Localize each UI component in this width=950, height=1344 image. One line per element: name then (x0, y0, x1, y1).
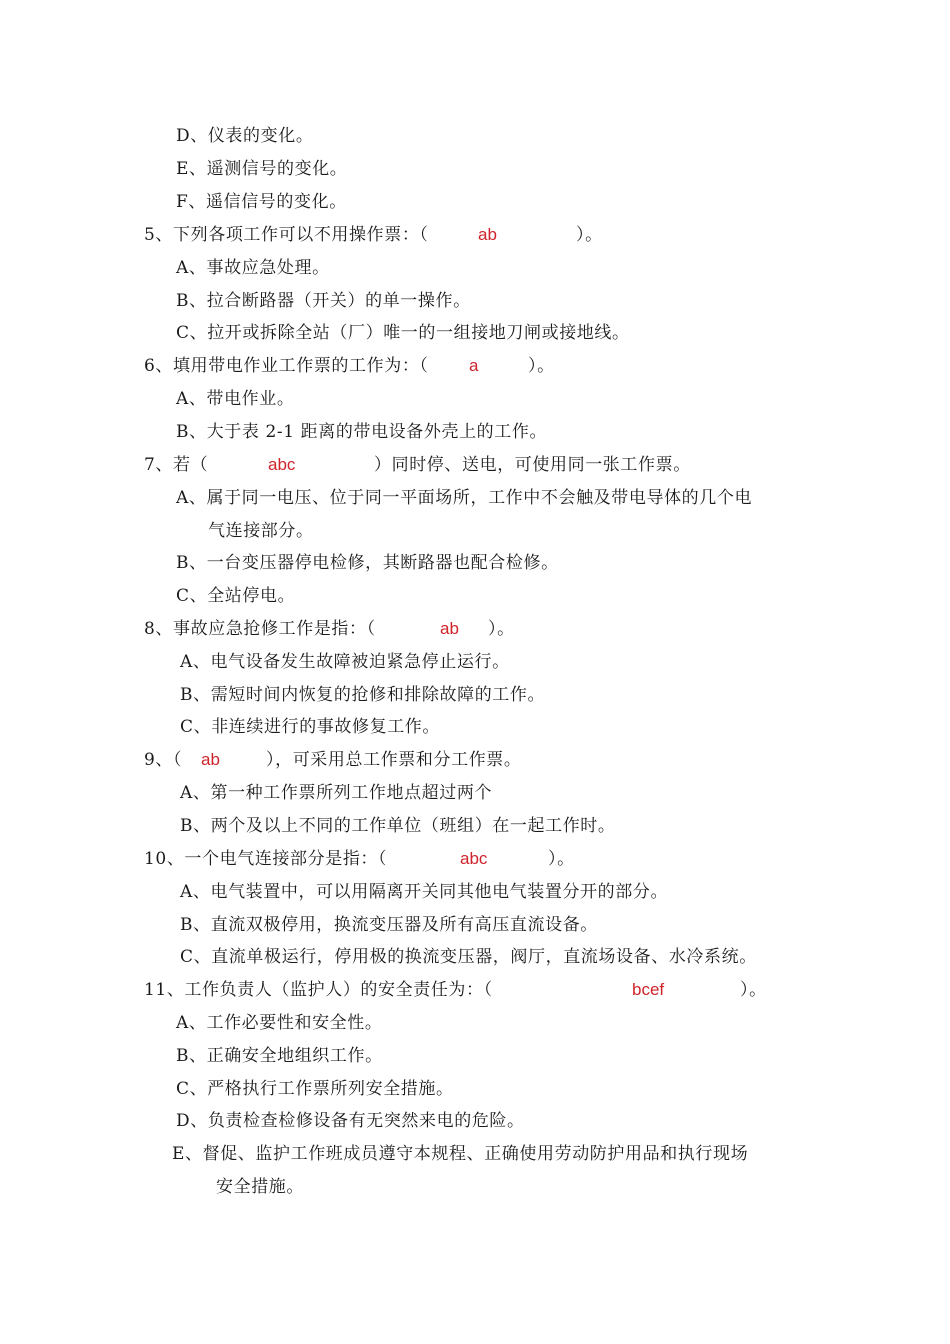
question-11-answer: bcef (632, 980, 665, 999)
question-10-answer: abc (460, 849, 488, 868)
question-5-answer: ab (478, 225, 497, 244)
question-5-text: 5、下列各项工作可以不用操作票：（ (144, 225, 429, 245)
question-11-option-e-cont: 安全措施。 (216, 1177, 304, 1197)
question-10-option-a: A、电气装置中，可以用隔离开关同其他电气装置分开的部分。 (180, 882, 669, 902)
question-5-option-a: A、事故应急处理。 (176, 258, 330, 278)
question-11-option-d: D、负责检查检修设备有无突然来电的危险。 (176, 1111, 525, 1131)
question-5-close: ）。 (576, 225, 603, 245)
option-e-text: E、遥测信号的变化。 (176, 159, 348, 179)
question-9-rest: ），可采用总工作票和分工作票。 (266, 750, 522, 770)
question-7-answer: abc (268, 455, 296, 474)
option-f-text: F、遥信信号的变化。 (176, 192, 347, 212)
question-9-answer: ab (201, 750, 220, 769)
question-8-option-c: C、非连续进行的事故修复工作。 (180, 717, 441, 737)
question-11-close: ）。 (740, 980, 767, 1000)
option-d-text: D、仪表的变化。 (176, 126, 314, 146)
question-8-option-a: A、电气设备发生故障被迫紧急停止运行。 (180, 652, 510, 672)
question-6-close: ）。 (528, 356, 555, 376)
question-7-option-b: B、一台变压器停电检修，其断路器也配合检修。 (176, 553, 559, 573)
question-11-option-e: E、督促、监护工作班成员遵守本规程、正确使用劳动防护用品和执行现场 (172, 1144, 749, 1164)
question-10-option-c: C、直流单极运行，停用极的换流变压器，阀厅，直流场设备、水冷系统。 (180, 947, 757, 967)
question-7-rest: ）同时停、送电，可使用同一张工作票。 (374, 455, 691, 475)
question-7-option-a-cont: 气连接部分。 (208, 521, 314, 541)
question-11-option-b: B、正确安全地组织工作。 (176, 1046, 383, 1066)
question-9-text: 9、（ (144, 750, 183, 770)
question-11-option-a: A、工作必要性和安全性。 (176, 1013, 383, 1033)
question-10-text: 10、一个电气连接部分是指：（ (144, 849, 388, 869)
question-11-option-c: C、严格执行工作票所列安全措施。 (176, 1079, 454, 1099)
question-7-option-c: C、全站停电。 (176, 586, 296, 606)
question-10-close: ）。 (548, 849, 575, 869)
question-8-close: ）。 (488, 619, 515, 639)
question-5-option-b: B、拉合断路器（开关）的单一操作。 (176, 291, 471, 311)
question-8-answer: ab (440, 619, 459, 638)
question-8-option-b: B、需短时间内恢复的抢修和排除故障的工作。 (180, 685, 546, 705)
question-11-text: 11、工作负责人（监护人）的安全责任为：（ (144, 980, 493, 1000)
question-7-text: 7、若（ (144, 455, 209, 475)
question-8-text: 8、事故应急抢修工作是指：（ (144, 619, 376, 639)
question-7-option-a: A、属于同一电压、位于同一平面场所，工作中不会触及带电导体的几个电 (176, 488, 753, 508)
question-6-text: 6、填用带电作业工作票的工作为：（ (144, 356, 429, 376)
question-10-option-b: B、直流双极停用，换流变压器及所有高压直流设备。 (180, 915, 598, 935)
question-9-option-b: B、两个及以上不同的工作单位（班组）在一起工作时。 (180, 816, 616, 836)
question-6-answer: a (469, 356, 479, 375)
question-6-option-b: B、大于表 2-1 距离的带电设备外壳上的工作。 (176, 422, 548, 442)
question-5-option-c: C、拉开或拆除全站（厂）唯一的一组接地刀闸或接地线。 (176, 323, 630, 343)
question-6-option-a: A、带电作业。 (176, 389, 295, 409)
question-9-option-a: A、第一种工作票所列工作地点超过两个 (180, 783, 493, 803)
